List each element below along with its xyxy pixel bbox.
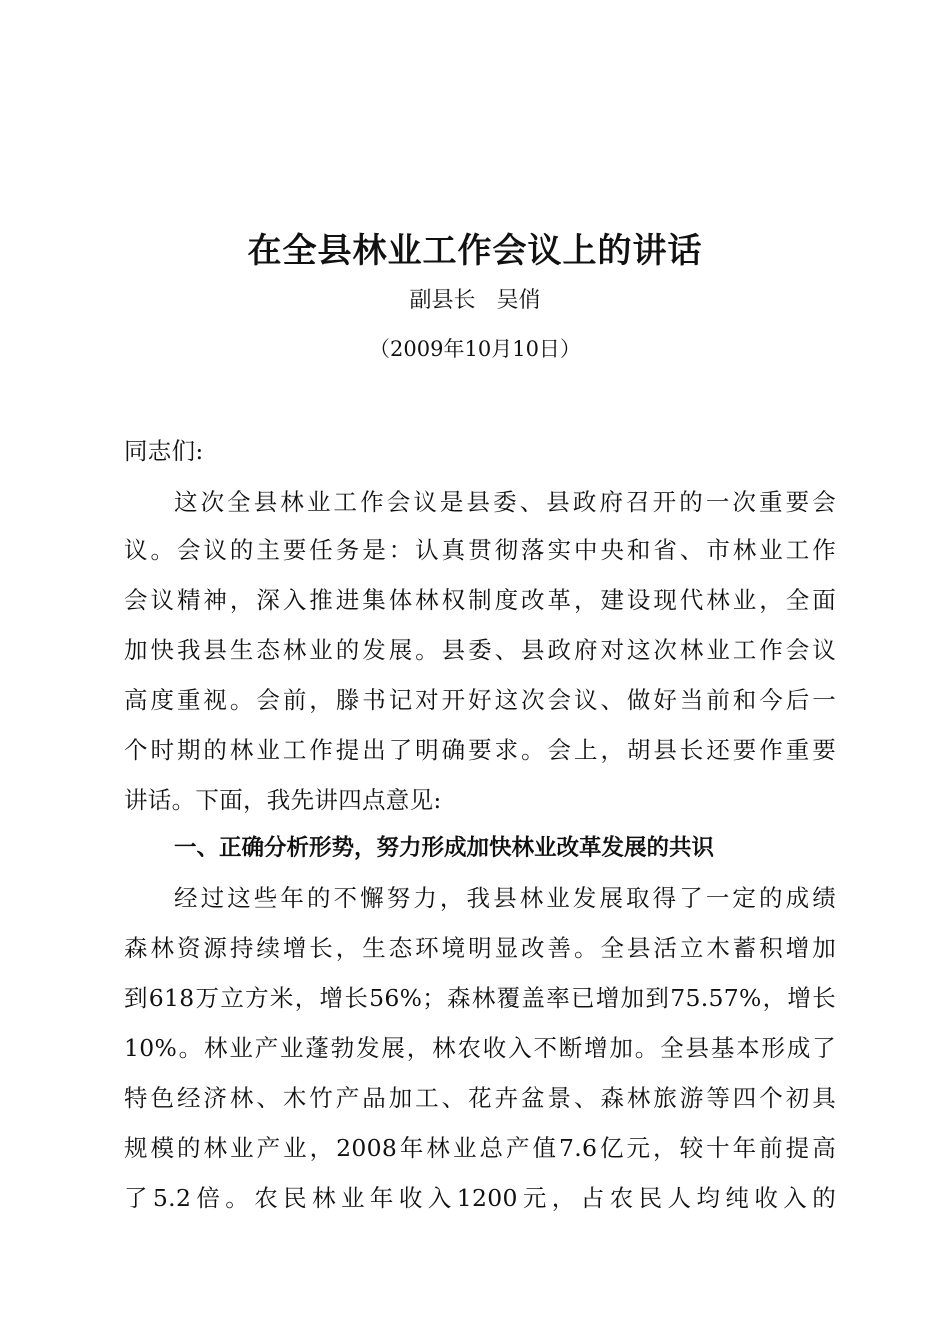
paragraph-line: 个时期的林业工作提出了明确要求。会上，胡县长还要作重要 <box>124 736 836 764</box>
paragraph-line: 经过这些年的不懈努力，我县林业发展取得了一定的成绩 <box>174 884 836 912</box>
paragraph-line: 讲话。下面，我先讲四点意见: <box>124 786 442 814</box>
paragraph-line: 特色经济林、木竹产品加工、花卉盆景、森林旅游等四个初具 <box>124 1084 836 1112</box>
paragraph-line: 加快我县生态林业的发展。县委、县政府对这次林业工作会议 <box>124 636 836 664</box>
document-date: （2009年10月10日） <box>369 337 581 361</box>
paragraph-line: 高度重视。会前，滕书记对开好这次会议、做好当前和今后一 <box>124 686 836 714</box>
document-author: 副县长 吴俏 <box>409 288 541 313</box>
paragraph-line: 10%。林业产业蓬勃发展，林农收入不断增加。全县基本形成了 <box>124 1034 836 1062</box>
paragraph-line: 这次全县林业工作会议是县委、县政府召开的一次重要会 <box>174 488 836 516</box>
document-title: 在全县林业工作会议上的讲话 <box>247 231 703 271</box>
paragraph-line: 森林资源持续增长，生态环境明显改善。全县活立木蓄积增加 <box>124 934 836 962</box>
salutation: 同志们: <box>124 437 204 465</box>
paragraph-line: 到618万立方米，增长56%；森林覆盖率已增加到75.57%，增长 <box>124 984 836 1012</box>
paragraph-line: 会议精神，深入推进集体林权制度改革，建设现代林业，全面 <box>124 586 836 614</box>
paragraph-line: 规模的林业产业，2008年林业总产值7.6亿元，较十年前提高 <box>124 1134 836 1162</box>
section-heading: 一、正确分析形势，努力形成加快林业改革发展的共识 <box>174 835 715 861</box>
paragraph-line: 了5.2倍。农民林业年收入1200元，占农民人均纯收入的 <box>124 1184 836 1212</box>
paragraph-line: 议。会议的主要任务是：认真贯彻落实中央和省、市林业工作 <box>124 536 836 564</box>
